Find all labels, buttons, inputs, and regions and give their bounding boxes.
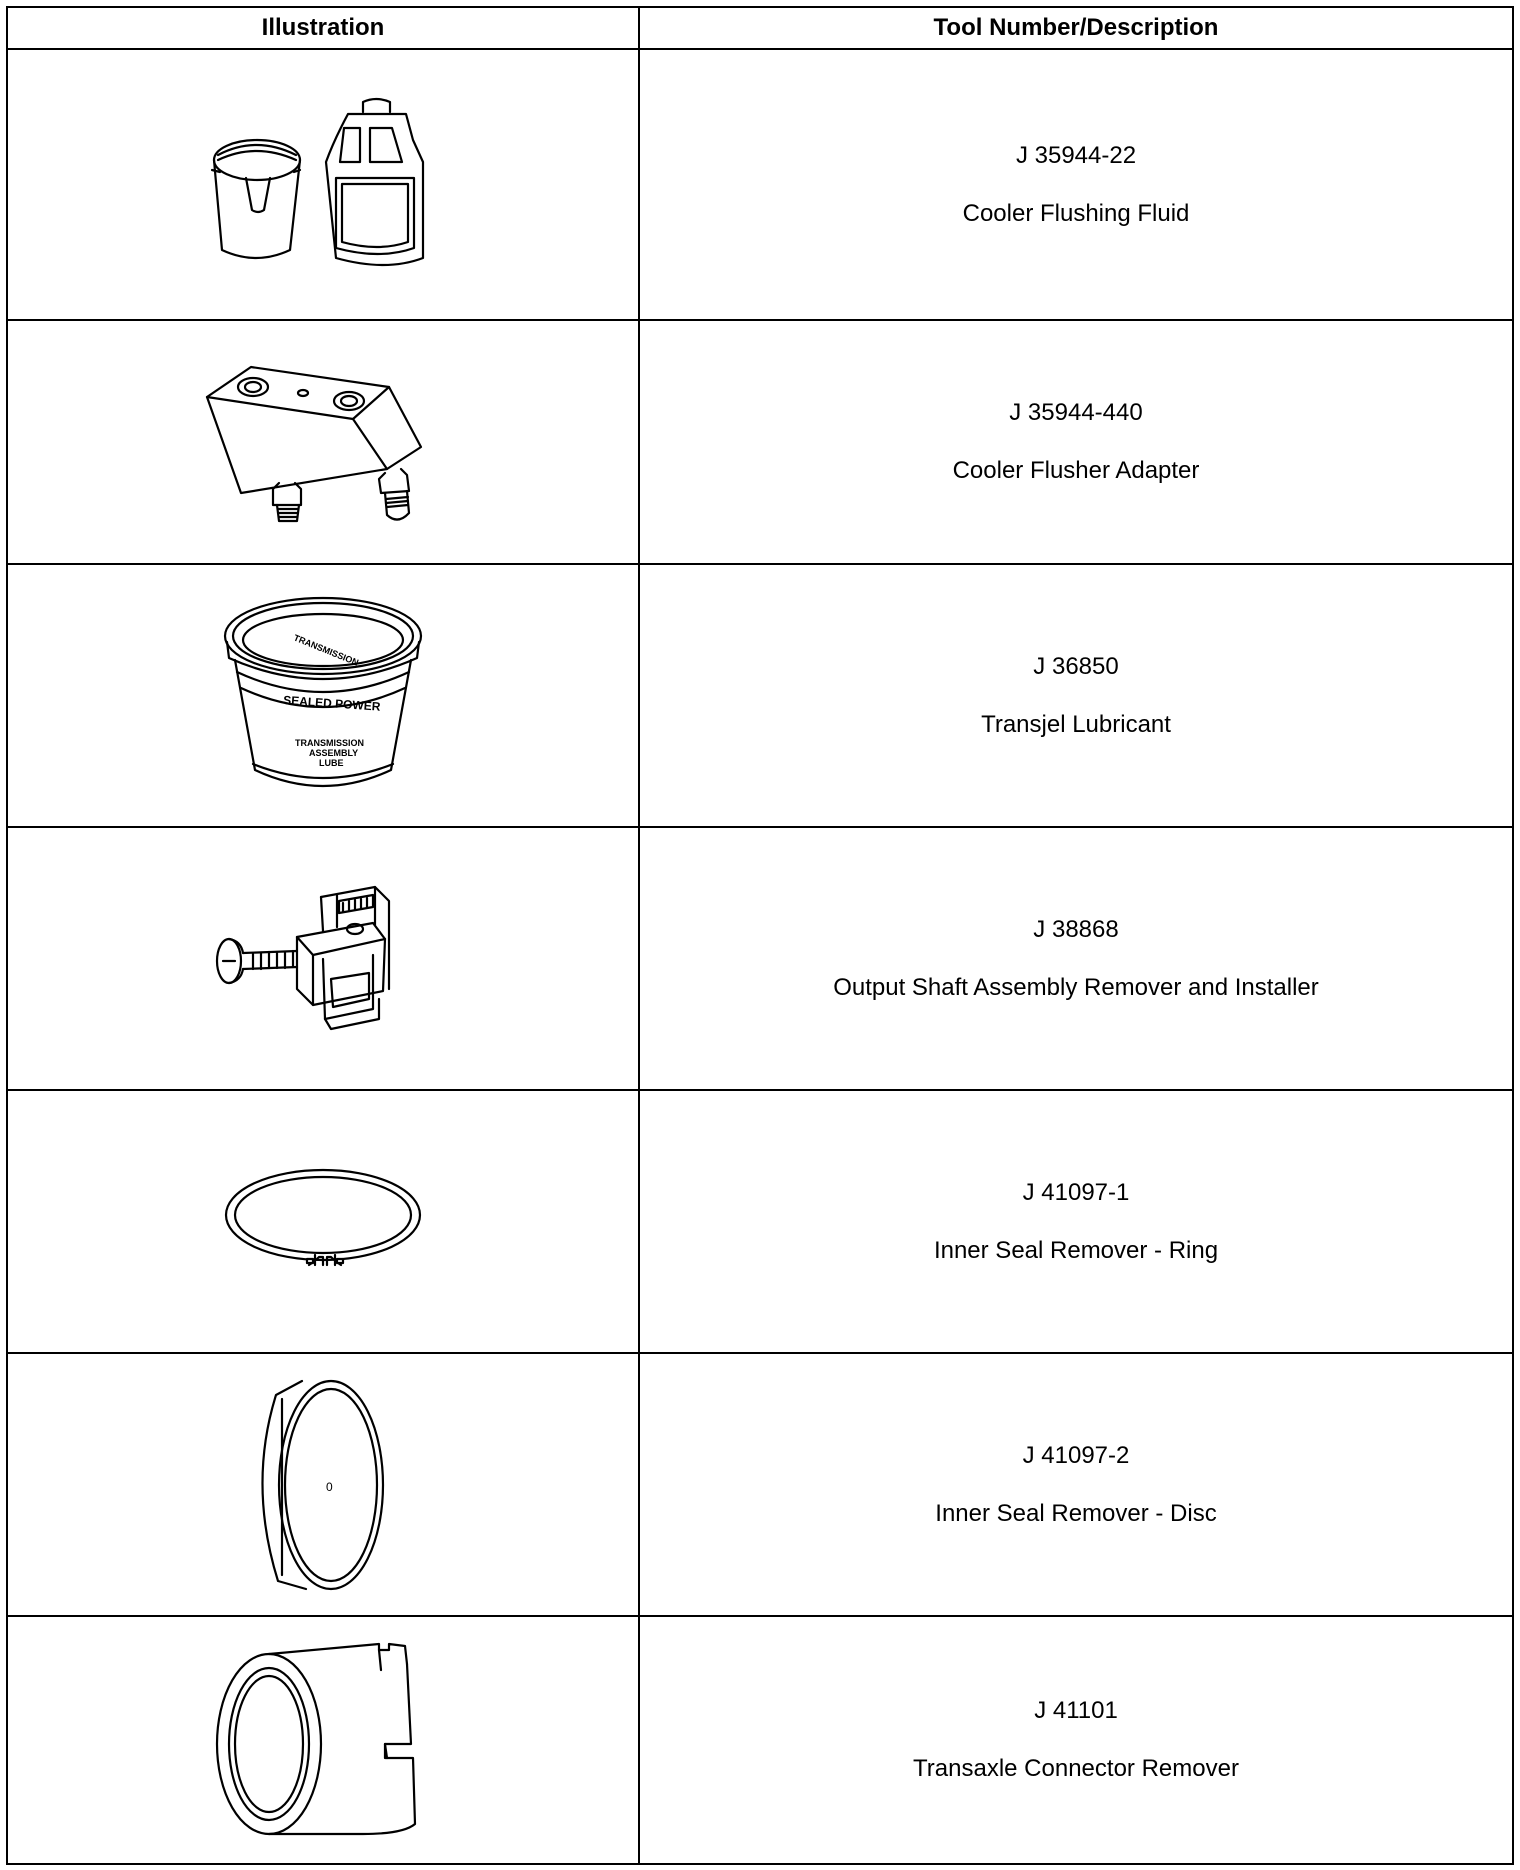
- tool-number: J 41101: [1034, 1697, 1118, 1724]
- tool-description: Transjel Lubricant: [981, 710, 1171, 738]
- column-divider: [638, 8, 640, 1863]
- tool-description: Inner Seal Remover - Ring: [933, 1236, 1219, 1264]
- tool-cell: [640, 1354, 1512, 1615]
- tool-cell: [640, 50, 1512, 319]
- disc-mark-text: 0: [326, 1479, 333, 1494]
- table-row: [8, 1354, 1512, 1617]
- tool-cell: [640, 565, 1512, 826]
- illustration-cell: [8, 321, 638, 563]
- tool-number: J 41097-2: [1022, 1441, 1130, 1469]
- inner-seal-remover-disc-icon: [258, 1375, 388, 1595]
- illustration-column-header: Illustration: [261, 14, 385, 41]
- table-row: [8, 321, 1512, 565]
- tub-label-line-3: LUBE: [319, 757, 344, 768]
- tool-description: Cooler Flusher Adapter: [952, 457, 1200, 484]
- tool-number: J 36850: [1033, 652, 1119, 680]
- band-label-text: SEALED POWER: [282, 692, 381, 714]
- cooler-flusher-adapter-icon: [203, 357, 443, 527]
- tool-number: J 38868: [1033, 915, 1119, 943]
- tool-cell: [640, 828, 1512, 1089]
- table-row: [8, 1617, 1512, 1863]
- table-row: [8, 828, 1512, 1091]
- tool-description: Inner Seal Remover - Disc: [935, 1499, 1217, 1527]
- lid-label-text: TRANSMISSION: [292, 632, 360, 668]
- transjel-lubricant-tub-icon: [223, 596, 423, 796]
- tool-cell: [640, 321, 1512, 563]
- inner-seal-remover-ring-icon: [223, 1167, 423, 1277]
- tool-column-header: Tool Number/Description: [933, 14, 1219, 41]
- tool-cell: [640, 1091, 1512, 1352]
- illustration-cell: [8, 1354, 638, 1615]
- tool-description: Cooler Flushing Fluid: [962, 199, 1190, 227]
- tool-number: J 35944-440: [1009, 399, 1143, 426]
- tool-number: J 41097-1: [1022, 1178, 1130, 1206]
- tool-description: Output Shaft Assembly Remover and Installer: [833, 973, 1319, 1001]
- illustration-cell: [8, 1091, 638, 1352]
- flushing-fluid-bucket-and-jug-icon: [208, 100, 438, 270]
- tub-label-line-1: TRANSMISSION: [295, 737, 365, 748]
- illustration-cell: [8, 565, 638, 826]
- transaxle-connector-remover-icon: [213, 1640, 433, 1840]
- tub-label-line-2: ASSEMBLY: [309, 747, 359, 758]
- illustration-cell: [8, 50, 638, 319]
- tool-description: Transaxle Connector Remover: [913, 1755, 1239, 1782]
- table-row: [8, 1091, 1512, 1354]
- output-shaft-remover-installer-icon: [213, 879, 433, 1039]
- tool-number: J 35944-22: [1015, 141, 1137, 169]
- illustration-cell: [8, 1617, 638, 1863]
- tool-cell: [640, 1617, 1512, 1863]
- special-tools-table: [6, 6, 1514, 1865]
- illustration-cell: [8, 828, 638, 1089]
- table-header: [8, 8, 1512, 50]
- table-row: [8, 565, 1512, 828]
- table-row: [8, 50, 1512, 321]
